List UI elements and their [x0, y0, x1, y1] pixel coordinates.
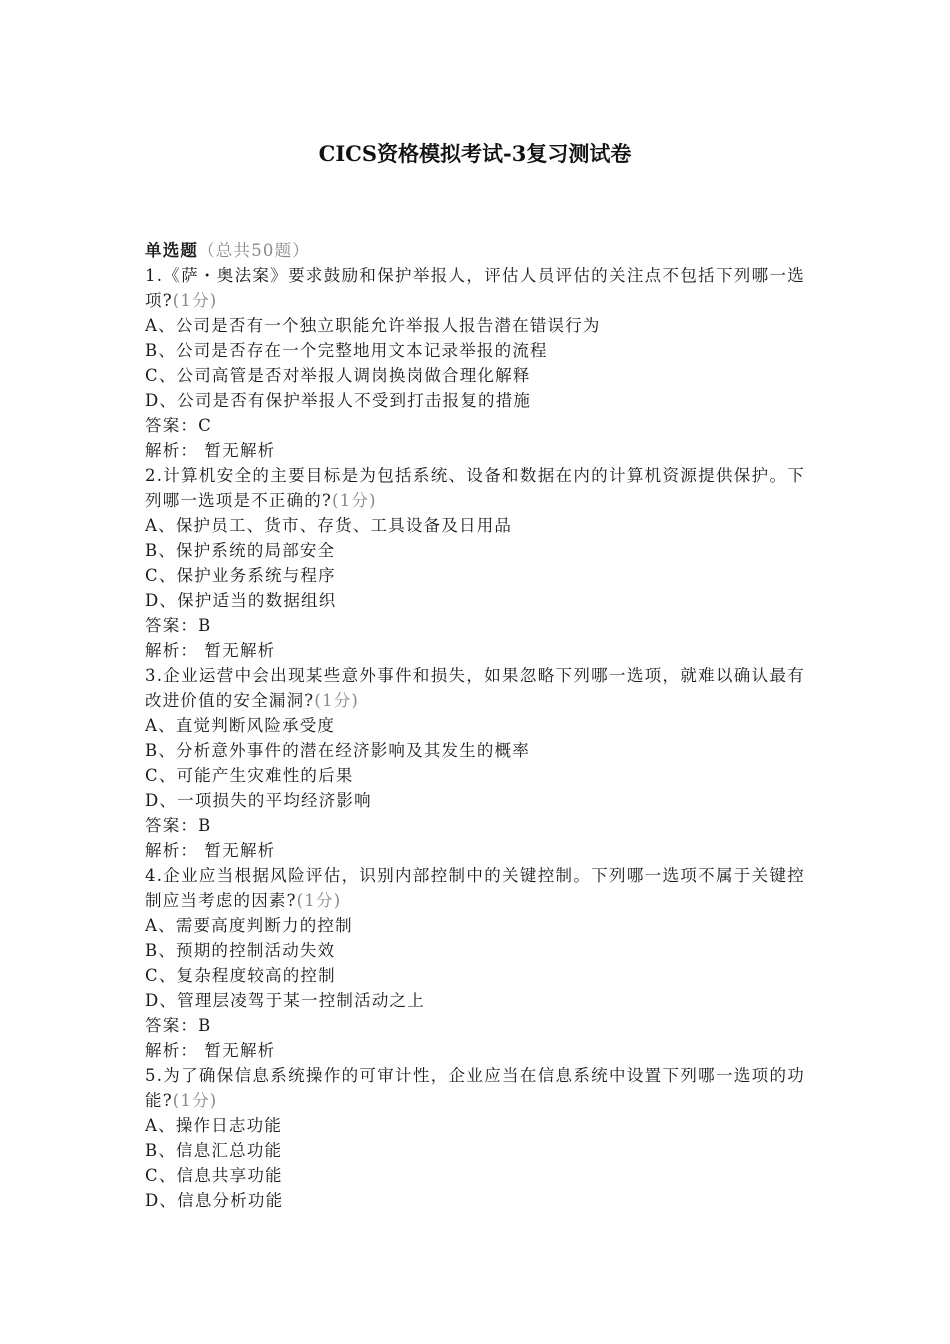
question-score: (1分) [172, 291, 218, 310]
question-2-option-d: D、保护适当的数据组织 [145, 591, 337, 610]
question-2-stem [145, 463, 805, 513]
question-3-option-d: D、一项损失的平均经济影响 [145, 791, 372, 810]
question-2-answer: 答案：B [145, 616, 212, 635]
question-1-option-c: C、公司高管是否对举报人调岗换岗做合理化解释 [145, 366, 531, 385]
question-4-option-d: D、管理层凌驾于某一控制活动之上 [145, 991, 425, 1010]
question-2-option-a: A、保护员工、货市、存货、工具设备及日用品 [145, 516, 513, 535]
question-4-answer: 答案：B [145, 1016, 212, 1035]
question-1-option-b: B、公司是否存在一个完整地用文本记录举报的流程 [145, 341, 548, 360]
question-stem-text: 2.计算机安全的主要目标是为包括系统、设备和数据在内的计算机资源提供保护。下列哪一选项是不正确的? [145, 466, 805, 510]
question-5-stem [145, 1063, 805, 1113]
question-1-option-d: D、公司是否有保护举报人不受到打击报复的措施 [145, 391, 532, 410]
question-3-option-b: B、分析意外事件的潜在经济影响及其发生的概率 [145, 741, 531, 760]
question-4-analysis: 解析： 暂无解析 [145, 1041, 276, 1060]
question-score: (1分) [296, 891, 342, 910]
question-list [145, 238, 805, 1213]
section-count: （总共50题） [198, 241, 311, 260]
question-score: (1分) [172, 1091, 218, 1110]
section-name: 单选题 [145, 241, 199, 260]
question-3-analysis: 解析： 暂无解析 [145, 841, 276, 860]
question-3-option-c: C、可能产生灾难性的后果 [145, 766, 354, 785]
document-title: CICS资格模拟考试-3复习测试卷 [318, 141, 632, 166]
question-3-answer: 答案：B [145, 816, 212, 835]
question-stem-text: 5.为了确保信息系统操作的可审计性，企业应当在信息系统中设置下列哪一选项的功能? [145, 1066, 805, 1110]
question-4-option-b: B、预期的控制活动失效 [145, 941, 336, 960]
question-stem-text: 3.企业运营中会出现某些意外事件和损失，如果忽略下列哪一选项，就难以确认最有改进价值的安全漏洞? [145, 666, 805, 710]
question-score: (1分) [314, 691, 360, 710]
question-1-option-a: A、公司是否有一个独立职能允许举报人报告潜在错误行为 [145, 316, 601, 335]
question-2-analysis: 解析： 暂无解析 [145, 641, 276, 660]
question-stem-text: 4.企业应当根据风险评估，识别内部控制中的关键控制。下列哪一选项不属于关键控制应当考虑的因素? [145, 866, 805, 910]
question-5-option-a: A、操作日志功能 [145, 1116, 283, 1135]
question-score: (1分) [332, 491, 377, 510]
question-3-option-a: A、直觉判断风险承受度 [145, 716, 336, 735]
section-header [145, 238, 805, 263]
question-3-stem [145, 663, 805, 713]
question-4-option-c: C、复杂程度较高的控制 [145, 966, 336, 985]
question-1-analysis: 解析： 暂无解析 [145, 441, 276, 460]
question-2-option-c: C、保护业务系统与程序 [145, 566, 336, 585]
question-4-stem [145, 863, 805, 913]
question-2-option-b: B、保护系统的局部安全 [145, 541, 336, 560]
question-stem-text: 1.《萨・奥法案》要求鼓励和保护举报人，评估人员评估的关注点不包括下列哪一选项? [145, 266, 805, 310]
question-1-answer: 答案：C [145, 416, 212, 435]
question-5-option-d: D、信息分析功能 [145, 1191, 284, 1210]
question-4-option-a: A、需要高度判断力的控制 [145, 916, 353, 935]
question-5-option-c: C、信息共享功能 [145, 1166, 283, 1185]
question-1-stem [145, 263, 805, 313]
question-5-option-b: B、信息汇总功能 [145, 1141, 283, 1160]
